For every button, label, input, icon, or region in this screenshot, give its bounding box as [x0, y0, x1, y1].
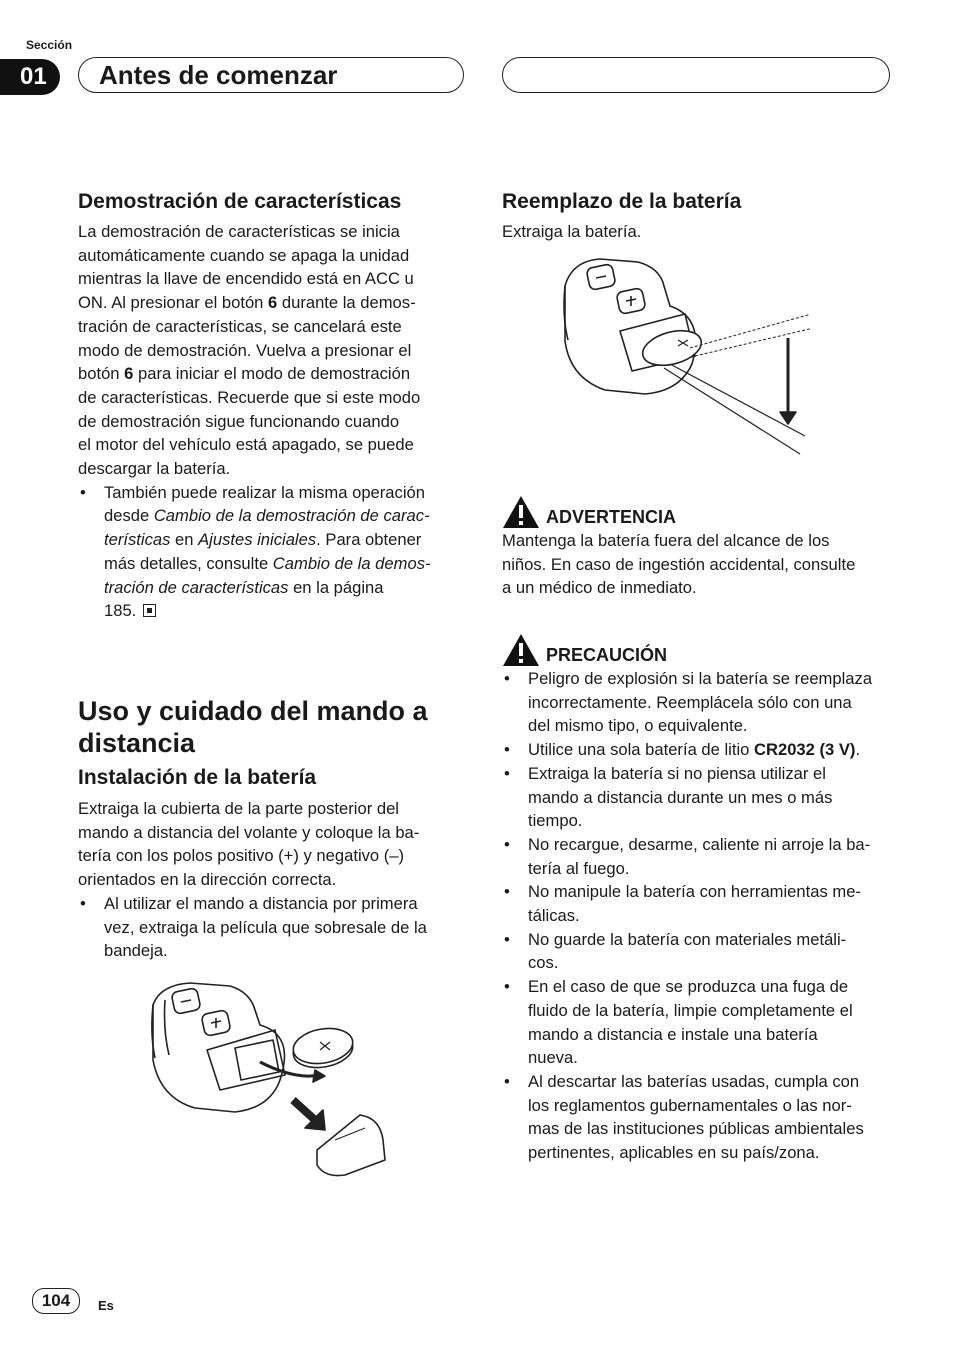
reemp-heading: Reemplazo de la batería: [502, 190, 742, 213]
uso-heading: Uso y cuidado del mando a distancia: [78, 696, 428, 758]
right-column: [502, 189, 890, 244]
warning-heading: ADVERTENCIA: [502, 495, 890, 529]
demo-bullets: [78, 481, 466, 623]
inst-heading: Instalación de la batería: [78, 766, 317, 789]
left-column: [78, 189, 466, 623]
list-item: • Extraiga la batería si no piensa utilizar el mando a distancia durante un mes o más tiempo.: [502, 762, 890, 833]
section-title: Antes de comenzar: [99, 60, 338, 90]
demo-paragraph: La demostración de características se inicia automáticamente cuando se apaga la unidad mientras la llave de encendido está en ACC u ON. Al presionar el botón 6 durante la demos- tración de características, se cancelará este modo de demostración. Vuelva a presionar el botón 6 para iniciar el modo de demostración de características. Recuerde que si este modo de demostración sigue funcionando cuando el motor del vehículo está apagado, se puede descargar la batería.: [78, 222, 421, 479]
warning-block: [502, 495, 890, 600]
section-number-badge: 01: [0, 59, 60, 95]
warning-icon: [502, 495, 540, 529]
list-item: • En el caso de que se produzca una fuga de fluido de la batería, limpie completamente el mando a distancia e instale una batería nueva.: [502, 975, 890, 1070]
list-item: • No recargue, desarme, caliente ni arroje la ba- tería al fuego.: [502, 833, 890, 880]
caution-icon: [502, 633, 540, 667]
list-item: • No guarde la batería con materiales metáli- cos.: [502, 928, 890, 975]
section-label: Sección: [26, 38, 73, 52]
caution-block: [502, 633, 890, 1165]
list-item: • Peligro de explosión si la batería se reemplaza incorrectamente. Reemplácela sólo con una del mismo tipo, o equivalente.: [502, 667, 890, 738]
list-item: • Al descartar las baterías usadas, cumpla con los reglamentos gubernamentales o las nor- mas de las instituciones públicas ambientales pertinentes, aplicables en su país/zona.: [502, 1070, 890, 1165]
warning-paragraph: Mantenga la batería fuera del alcance de los niños. En caso de ingestión accidental, consulte a un médico de inmediato.: [502, 531, 856, 598]
list-item: • No manipule la batería con herramientas me- tálicas.: [502, 880, 890, 927]
left-column-lower: [78, 695, 466, 963]
caution-bullets: [502, 667, 890, 1165]
list-item: • También puede realizar la misma operación desde Cambio de la demostración de carac- terísticas en Ajustes iniciales. Para obtener más detalles, consulte Cambio de la demos- tración de características en la página 185.: [78, 481, 466, 623]
caution-heading: PRECAUCIÓN: [502, 633, 890, 667]
list-item: • Utilice una sola batería de litio CR2032 (3 V).: [502, 738, 890, 762]
list-item: • Al utilizar el mando a distancia por primera vez, extraiga la película que sobresale de la bandeja.: [78, 892, 466, 963]
empty-header-box: [502, 57, 890, 93]
reemp-paragraph: Extraiga la batería.: [502, 222, 642, 241]
battery-install-illustration: [145, 980, 395, 1195]
inst-paragraph: Extraiga la cubierta de la parte posterior del mando a distancia del volante y coloque la ba- tería con los polos positivo (+) y negativo (–) orientados en la dirección correcta.: [78, 799, 420, 890]
page-number: 104: [32, 1288, 80, 1314]
end-of-section-icon: [143, 604, 156, 617]
demo-heading: Demostración de características: [78, 190, 402, 213]
language-code: Es: [98, 1298, 114, 1313]
battery-removal-illustration: [560, 256, 810, 456]
section-title-box: [78, 57, 464, 93]
inst-bullets: [78, 892, 466, 963]
